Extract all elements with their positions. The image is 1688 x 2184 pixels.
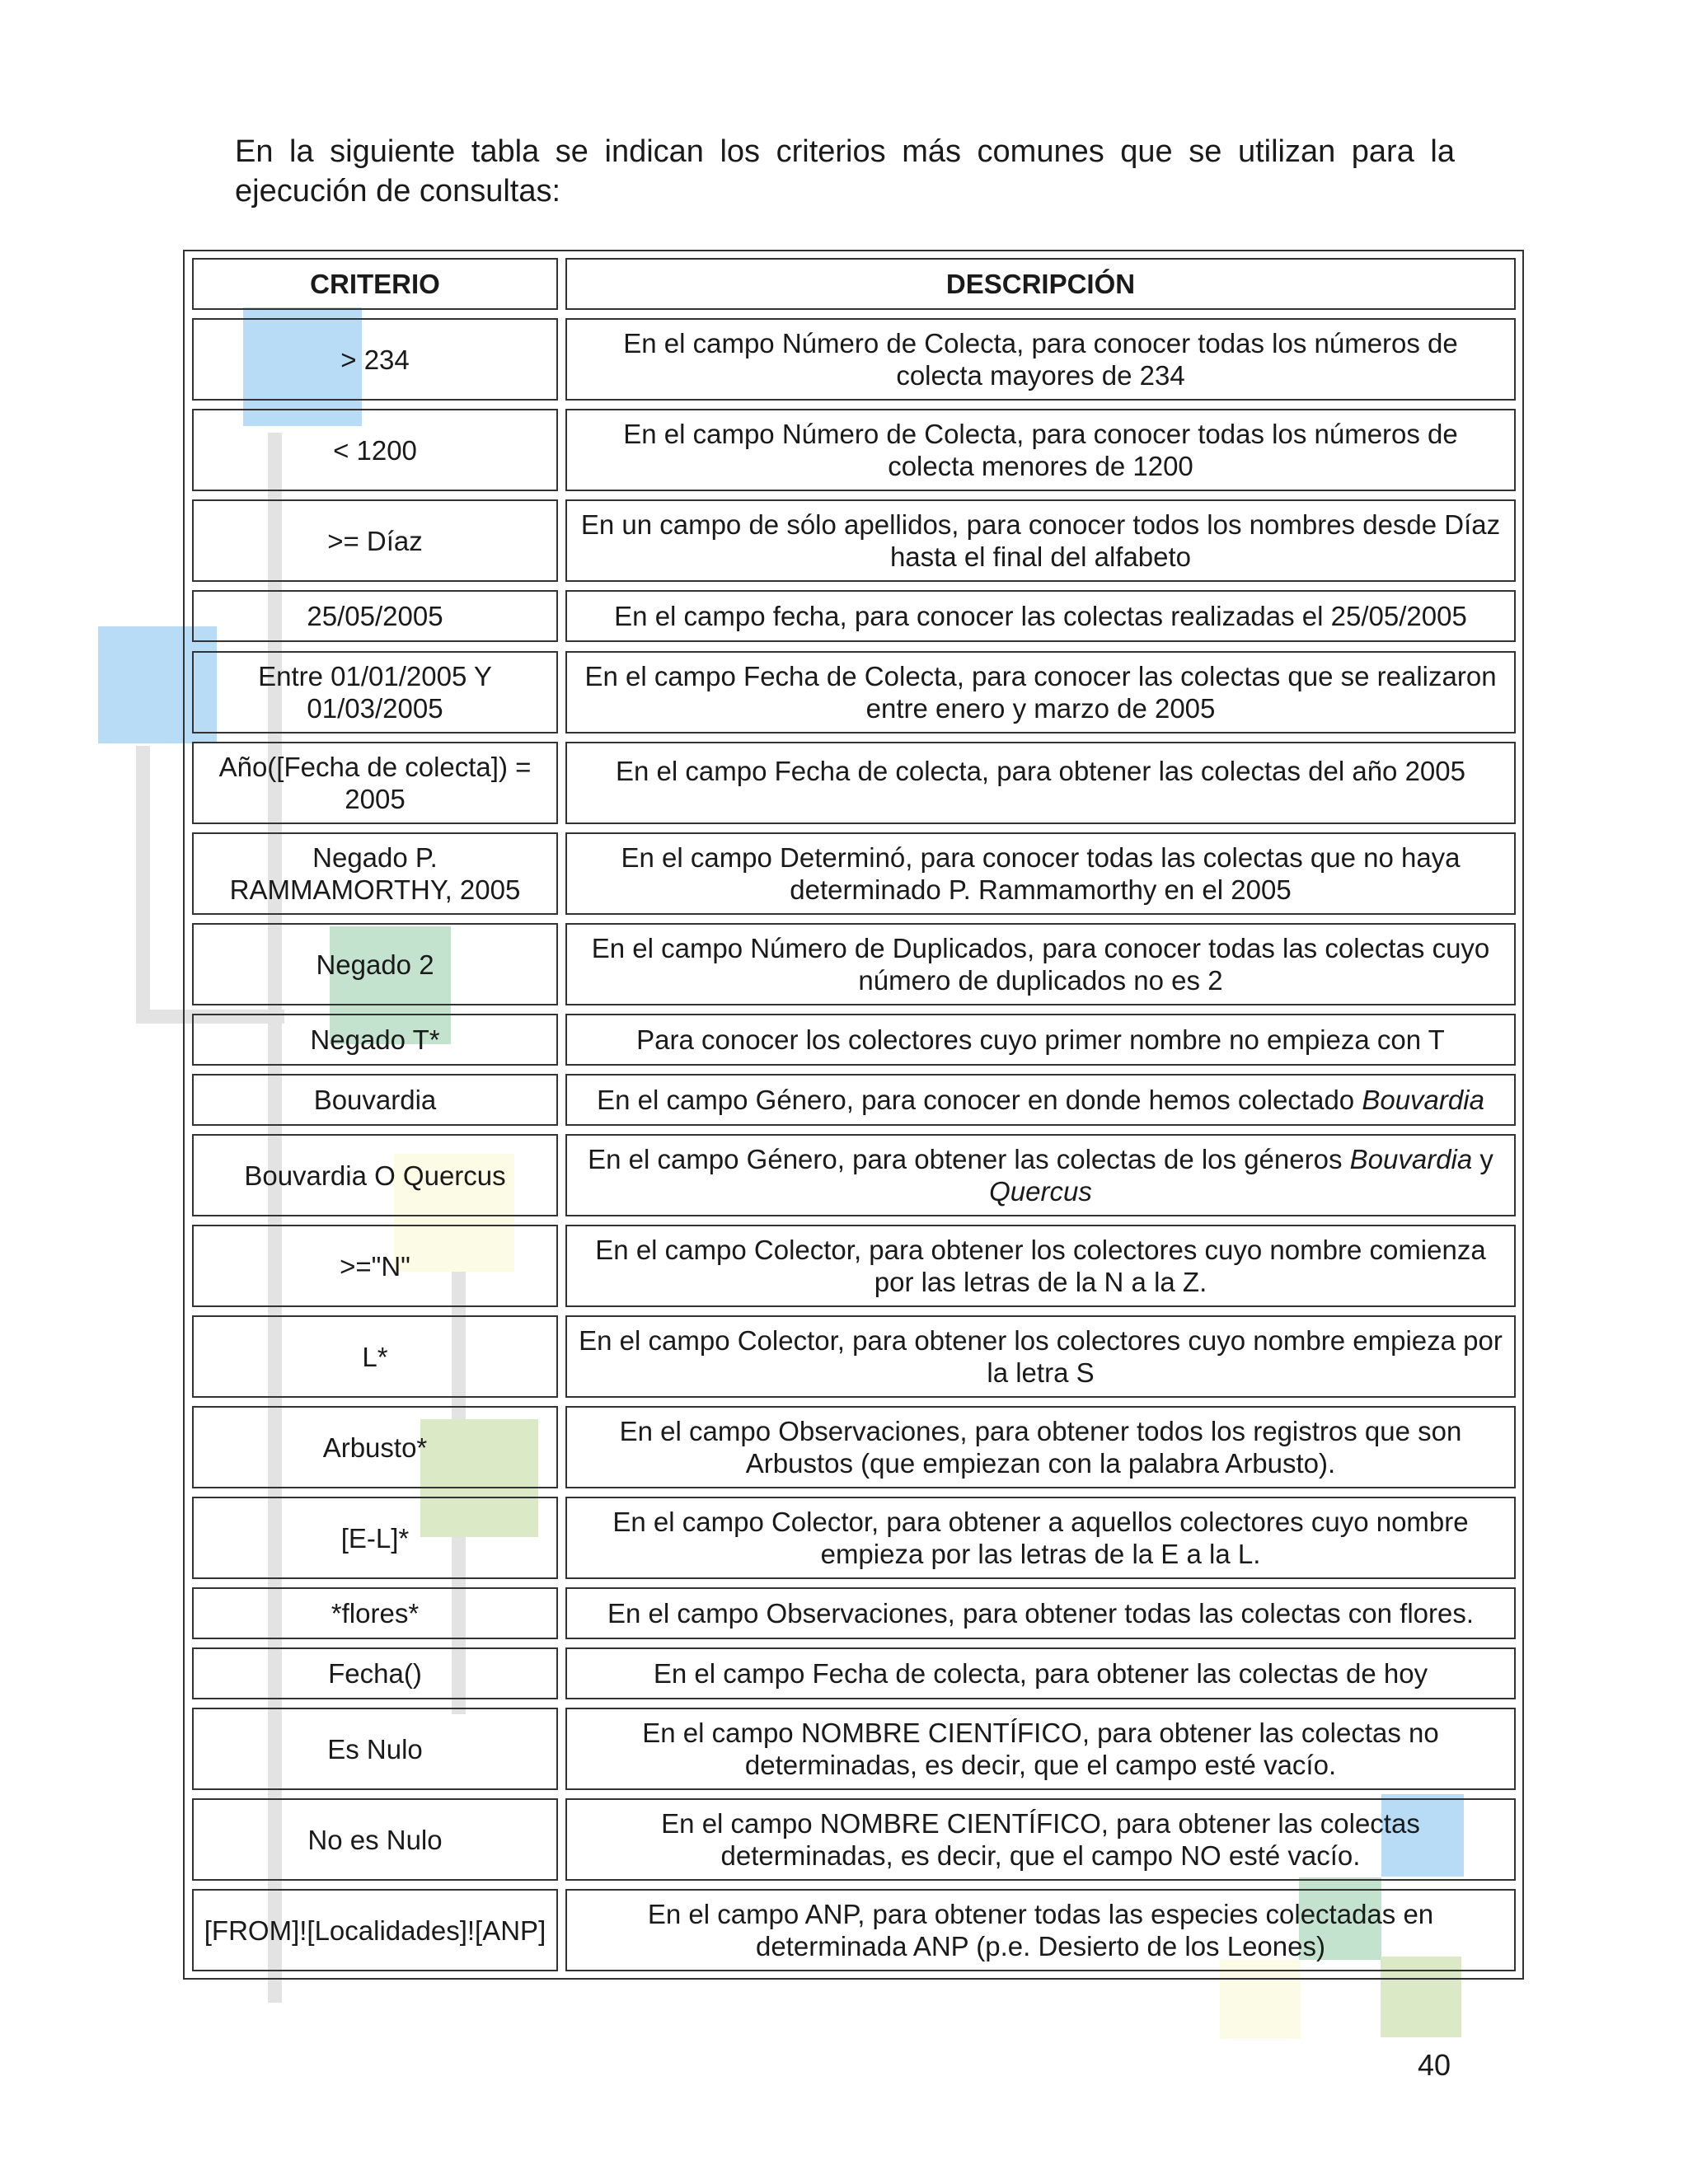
header-descripcion: DESCRIPCIÓN <box>565 258 1516 310</box>
criterio-cell: [FROM]![Localidades]![ANP] <box>192 1889 558 1971</box>
descripcion-cell: Para conocer los colectores cuyo primer nombre no empieza con T <box>565 1014 1516 1066</box>
descripcion-cell: En el campo Determinó, para conocer todas las colectas que no haya determinado P. Rammamorthy en el 2005 <box>565 832 1516 915</box>
descripcion-cell: En el campo NOMBRE CIENTÍFICO, para obtener las colectas determinadas, es decir, que el campo NO esté vacío. <box>565 1798 1516 1881</box>
descripcion-cell: En el campo Fecha de colecta, para obtener las colectas de hoy <box>565 1647 1516 1699</box>
criterio-cell: >= Díaz <box>192 499 558 582</box>
criterio-cell: 25/05/2005 <box>192 590 558 642</box>
page-number: 40 <box>1418 2048 1451 2082</box>
criterio-cell: >="N" <box>192 1225 558 1307</box>
descripcion-cell: En el campo Número de Colecta, para conocer todas los números de colecta mayores de 234 <box>565 318 1516 401</box>
descripcion-cell: En el campo Número de Duplicados, para conocer todas las colectas cuyo número de duplicados no es 2 <box>565 923 1516 1005</box>
descripcion-cell: En el campo Fecha de colecta, para obtener las colectas del año 2005 <box>565 742 1516 824</box>
italic-text: Bouvardia <box>1349 1144 1473 1174</box>
descripcion-cell: En el campo Observaciones, para obtener todas las colectas con flores. <box>565 1587 1516 1639</box>
criterio-cell: L* <box>192 1315 558 1398</box>
descripcion-cell: En el campo Número de Colecta, para conocer todas los números de colecta menores de 1200 <box>565 409 1516 491</box>
criterio-cell: Fecha() <box>192 1647 558 1699</box>
descripcion-cell <box>565 1134 1516 1216</box>
criterio-cell: Bouvardia <box>192 1074 558 1126</box>
descripcion-text <box>597 1084 1484 1116</box>
descripcion-cell <box>565 1074 1516 1126</box>
descripcion-cell: En el campo NOMBRE CIENTÍFICO, para obtener las colectas no determinadas, es decir, que el campo esté vacío. <box>565 1708 1516 1790</box>
descripcion-text <box>577 1143 1504 1207</box>
descripcion-cell: En el campo Fecha de Colecta, para conocer las colectas que se realizaron entre enero y marzo de 2005 <box>565 651 1516 733</box>
descripcion-cell: En el campo Observaciones, para obtener todos los registros que son Arbustos (que empiezan con la palabra Arbusto). <box>565 1406 1516 1488</box>
criterio-cell: Es Nulo <box>192 1708 558 1790</box>
header-criterio: CRITERIO <box>192 258 558 310</box>
criterio-cell: Negado P. RAMMAMORTHY, 2005 <box>192 832 558 915</box>
descripcion-cell: En el campo Colector, para obtener a aquellos colectores cuyo nombre empieza por las letras de la E a la L. <box>565 1497 1516 1579</box>
criterio-cell: Arbusto* <box>192 1406 558 1488</box>
cell-text: En el campo Género, para conocer en donde hemos colectado <box>597 1085 1362 1115</box>
italic-text: Bouvardia <box>1362 1085 1484 1115</box>
descripcion-cell: En el campo Colector, para obtener los colectores cuyo nombre comienza por las letras de la N a la Z. <box>565 1225 1516 1307</box>
criterio-cell: [E-L]* <box>192 1497 558 1579</box>
criterio-cell: > 234 <box>192 318 558 401</box>
criterio-cell: Año([Fecha de colecta]) = 2005 <box>192 742 558 824</box>
criterio-cell: Negado 2 <box>192 923 558 1005</box>
criterio-cell: Bouvardia O Quercus <box>192 1134 558 1216</box>
descripcion-cell: En el campo Colector, para obtener los colectores cuyo nombre empieza por la letra S <box>565 1315 1516 1398</box>
italic-text: Quercus <box>989 1176 1092 1207</box>
criterio-cell: Negado T* <box>192 1014 558 1066</box>
descripcion-cell: En el campo fecha, para conocer las colectas realizadas el 25/05/2005 <box>565 590 1516 642</box>
descripcion-cell: En un campo de sólo apellidos, para conocer todos los nombres desde Díaz hasta el final del alfabeto <box>565 499 1516 582</box>
cell-text: En el campo Género, para obtener las colectas de los géneros <box>588 1144 1350 1174</box>
criterio-cell: *flores* <box>192 1587 558 1639</box>
criterio-cell: No es Nulo <box>192 1798 558 1881</box>
criterio-cell: < 1200 <box>192 409 558 491</box>
intro-paragraph: En la siguiente tabla se indican los criterios más comunes que se utilizan para la ejecución de consultas: <box>235 134 1455 209</box>
descripcion-cell: En el campo ANP, para obtener todas las especies colectadas en determinada ANP (p.e. Desierto de los Leones) <box>565 1889 1516 1971</box>
criterio-cell: Entre 01/01/2005 Y 01/03/2005 <box>192 651 558 733</box>
cell-text: y <box>1472 1144 1493 1174</box>
decorative-vertical-bar <box>136 746 150 1022</box>
